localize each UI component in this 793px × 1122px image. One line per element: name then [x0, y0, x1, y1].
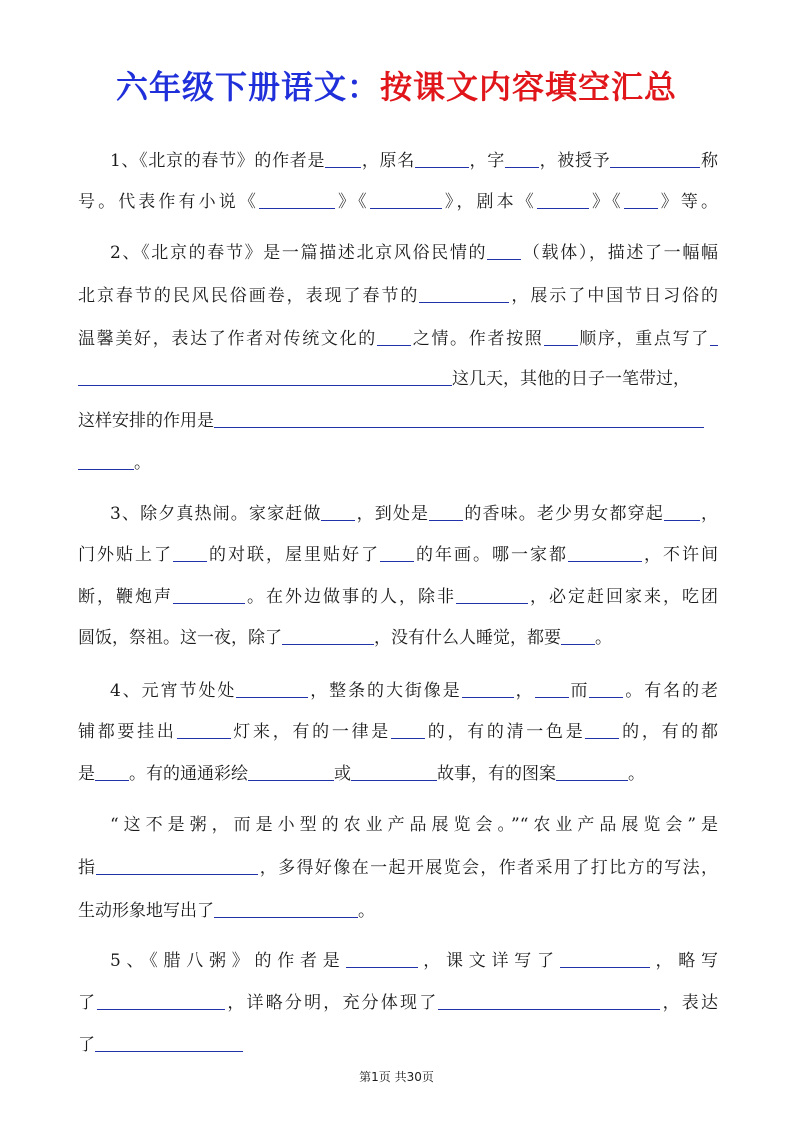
q2-line-2: [78, 285, 718, 306]
answer-blank[interactable]: [535, 680, 569, 698]
text-segment: 北京春节的民风民俗画卷，表现了春节的: [78, 286, 420, 306]
text-segment: 》《: [334, 192, 370, 212]
answer-blank[interactable]: [380, 544, 414, 562]
text-segment: 的，有的都: [619, 722, 719, 742]
text-segment: 的，有的清一色是: [425, 722, 586, 742]
text-segment: 的年画。哪一家都: [414, 545, 568, 565]
text-segment: ，: [513, 681, 535, 701]
q2-line-3: [78, 328, 718, 349]
answer-blank[interactable]: [589, 680, 623, 698]
text-segment: 这样安排的作用是: [78, 411, 214, 431]
page-footer: 第1页 共30页: [359, 1070, 434, 1084]
q2-line-6: [78, 452, 718, 473]
answer-blank[interactable]: [438, 992, 660, 1010]
answer-blank[interactable]: [351, 763, 437, 781]
text-segment: 了: [78, 1035, 95, 1055]
text-segment: 》等。: [657, 192, 719, 212]
answer-blank[interactable]: [282, 627, 374, 645]
answer-blank[interactable]: [664, 503, 700, 521]
text-segment: 这几天，其他的日子一笔带过，: [452, 369, 690, 389]
text-segment: ，到处是: [355, 504, 430, 524]
q4-line-1: [110, 680, 718, 701]
text-segment: ，整条的大街像是: [308, 681, 462, 701]
q4-line-3: [78, 763, 718, 784]
text-segment: ，多得好像在一起开展览会，作者采用了打比方的写法，: [258, 858, 719, 878]
text-segment: 。: [628, 764, 645, 784]
text-segment: 顺序，重点写了: [577, 329, 710, 349]
text-segment: 。有的通通彩绘: [129, 764, 248, 784]
quote-line-3: [78, 900, 718, 921]
text-segment: 的对联，屋里贴好了: [207, 545, 380, 565]
text-segment: 生动形象地写出了: [78, 901, 214, 921]
text-segment: 圆饭，祭祖。这一夜，除了: [78, 628, 282, 648]
quote-line-1: [110, 815, 718, 835]
answer-blank[interactable]: [236, 680, 308, 698]
answer-blank[interactable]: [78, 368, 452, 386]
answer-blank[interactable]: [624, 191, 658, 209]
answer-blank[interactable]: [96, 857, 258, 875]
answer-blank[interactable]: [325, 150, 361, 168]
text-segment: 铺都要挂出: [78, 722, 177, 742]
text-segment: ，略写: [649, 951, 719, 971]
q5-line-2: [78, 992, 718, 1013]
text-segment: 3、除夕真热闹。家家赶做: [110, 504, 322, 524]
text-segment: 温馨美好，表达了作者对传统文化的: [78, 329, 377, 349]
q3-line-4: [78, 627, 718, 648]
text-segment: 断，鞭炮声: [78, 587, 173, 607]
answer-blank[interactable]: [321, 503, 355, 521]
answer-blank[interactable]: [95, 1034, 243, 1052]
answer-blank[interactable]: [259, 191, 335, 209]
answer-blank[interactable]: [97, 992, 225, 1010]
text-segment: ，展示了中国节日习俗的: [509, 286, 719, 306]
text-segment: 是: [78, 764, 95, 784]
answer-blank[interactable]: [556, 763, 628, 781]
text-segment: ，原名: [361, 151, 415, 171]
text-segment: 4、元宵节处处: [110, 681, 237, 701]
q3-line-3: [78, 586, 718, 607]
answer-blank[interactable]: [419, 285, 509, 303]
page-title: [0, 62, 793, 108]
answer-blank[interactable]: [214, 900, 358, 918]
text-segment: ，字: [468, 151, 505, 171]
answer-blank[interactable]: [568, 544, 642, 562]
answer-blank[interactable]: [391, 721, 425, 739]
text-segment: 门外贴上了: [78, 545, 173, 565]
q3-line-2: [78, 544, 718, 565]
answer-blank[interactable]: [561, 627, 595, 645]
answer-blank[interactable]: [610, 150, 700, 168]
text-segment: ，被授予: [538, 151, 611, 171]
answer-blank[interactable]: [537, 191, 589, 209]
text-segment: ，不许间: [642, 545, 718, 565]
answer-blank[interactable]: [429, 503, 463, 521]
q1-line-1: [110, 150, 718, 171]
answer-blank[interactable]: [462, 680, 514, 698]
text-segment: （载体），描述了一幅幅: [521, 243, 718, 263]
text-segment: ，表达: [660, 993, 718, 1013]
text-segment: 5、《腊八粥》的作者是: [110, 951, 346, 971]
text-segment: ，详略分明，充分体现了: [225, 993, 439, 1013]
text-segment: 》《: [588, 192, 624, 212]
text-segment: 指: [78, 858, 97, 878]
q5-line-3: [78, 1034, 718, 1055]
answer-blank[interactable]: [78, 452, 134, 470]
title-part-blue: 六年级下册语文：: [115, 68, 380, 106]
text-segment: 。在外边做事的人，除非: [245, 587, 456, 607]
answer-blank[interactable]: [487, 242, 521, 260]
answer-blank[interactable]: [95, 763, 129, 781]
text-segment: 而: [568, 681, 590, 701]
q3-line-1: [110, 503, 718, 524]
answer-blank[interactable]: [456, 586, 528, 604]
text-segment: 的香味。老少男女都穿起: [463, 504, 664, 524]
q2-line-1: [110, 242, 718, 263]
answer-blank[interactable]: [505, 150, 539, 168]
answer-blank[interactable]: [710, 328, 718, 346]
text-segment: ，必定赶回家来，吃团: [528, 587, 718, 607]
q1-line-2: [78, 191, 718, 212]
q4-line-2: [78, 721, 718, 742]
text-segment: 或: [334, 764, 351, 784]
text-segment: 1、《北京的春节》的作者是: [110, 151, 326, 171]
text-segment: 。: [134, 453, 151, 473]
quote-line-2: [78, 857, 718, 878]
text-segment: ，课文详写了: [417, 951, 560, 971]
answer-blank[interactable]: [346, 950, 418, 968]
answer-blank[interactable]: [585, 721, 619, 739]
text-segment: 号。代表作有小说《: [78, 192, 259, 212]
text-segment: 。有名的老: [623, 681, 719, 701]
text-segment: 了: [78, 993, 98, 1013]
text-segment: “这不是粥，而是小型的农业产品展览会。”“农业产品展览会”是: [110, 815, 718, 835]
text-segment: 》，剧本《: [441, 192, 537, 212]
text-segment: 称: [700, 151, 719, 171]
q5-line-1: [110, 950, 718, 971]
text-segment: 之情。作者按照: [411, 329, 544, 349]
text-segment: ，没有什么人睡觉，都要: [374, 628, 561, 648]
answer-blank[interactable]: [544, 328, 578, 346]
answer-blank[interactable]: [415, 150, 469, 168]
answer-blank[interactable]: [370, 191, 442, 209]
answer-blank[interactable]: [173, 586, 245, 604]
answer-blank[interactable]: [173, 544, 207, 562]
text-segment: 2、《北京的春节》是一篇描述北京风俗民情的: [110, 243, 488, 263]
text-segment: ，: [699, 504, 718, 524]
answer-blank[interactable]: [248, 763, 334, 781]
title-part-red: 按课文内容填空汇总: [380, 68, 678, 106]
text-segment: 。: [595, 628, 612, 648]
text-segment: 故事，有的图案: [437, 764, 556, 784]
answer-blank[interactable]: [377, 328, 411, 346]
answer-blank[interactable]: [560, 950, 650, 968]
text-segment: 灯来，有的一律是: [230, 722, 392, 742]
q2-line-4: [78, 368, 718, 389]
q2-line-5: [78, 410, 718, 431]
answer-blank[interactable]: [177, 721, 231, 739]
answer-blank[interactable]: [214, 410, 704, 428]
text-segment: 。: [358, 901, 375, 921]
